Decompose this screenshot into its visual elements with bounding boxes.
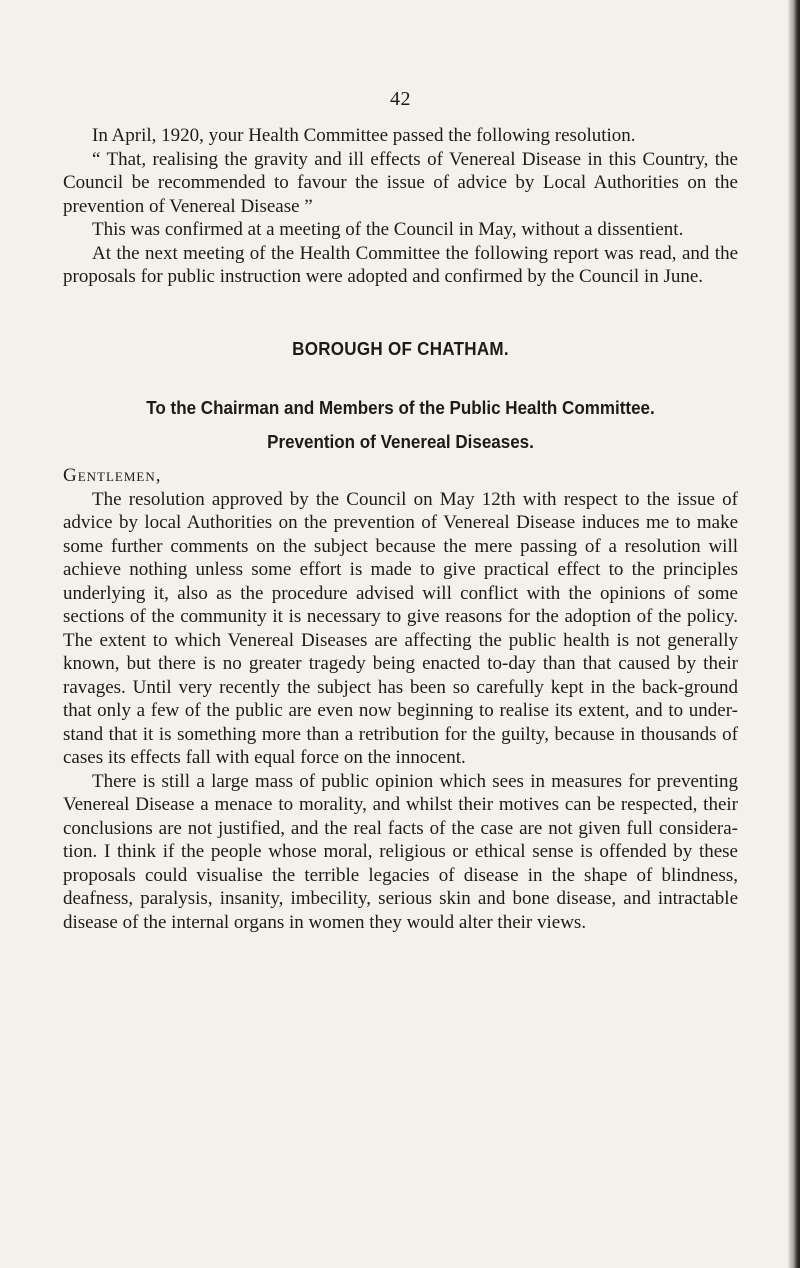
report-title: BOROUGH OF CHATHAM. <box>292 337 509 359</box>
paragraph-next-meeting: At the next meeting of the Health Committee the following report was read, and the proposals for public instruction were adopted and confirmed by the Council in June. <box>63 242 738 287</box>
page-number: 42 <box>390 88 411 110</box>
report-salutation: Gentlemen, <box>63 464 162 486</box>
page-edge-shadow <box>788 0 800 1268</box>
paragraph-resolution-quote: “ That, realising the gravity and ill effects of Venereal Disease in this Country, the Council be recommended to favour the issue of advice by Local Authorities on the prevention of Venereal Disease ” <box>63 148 738 217</box>
paragraph-confirmation: This was confirmed at a meeting of the Council in May, without a dissentient. <box>92 219 684 240</box>
document-body <box>63 124 738 934</box>
document-page <box>63 0 738 1268</box>
report-paragraph-2: There is still a large mass of public opinion which sees in measures for preventing Venereal Disease a menace to morality, and whilst their motives can be respected, their conclusions are not justified, and the real facts of the case are not given full considera-tion. I think if the people whose moral, religious or ethical sense is offended by these proposals could visualise the terrible legacies of disease in the shape of blindness, deafness, paralysis, insanity, imbecility, serious skin and bone disease, and intractable disease of the internal organs in women they would alter their views. <box>63 770 738 933</box>
report-subject: Prevention of Venereal Diseases. <box>267 430 534 452</box>
paragraph-intro-1: In April, 1920, your Health Committee passed the following resolution. <box>92 125 636 146</box>
report-paragraph-1: The resolution approved by the Council on May 12th with respect to the issue of advice by local Authorities on the prevention of Venereal Disease induces me to make some further comments on the subject because the mere passing of a resolution will achieve nothing unless some effort is made to give practical effect to the principles underlying it, also as the procedure advised will conflict with the opinions of some sections of the community it is necessary to give reasons for the adoption of the policy. The extent to which Venereal Diseases are affecting the public health is not generally known, but there is no greater tragedy being enacted to-day than that caused by their ravages. Until very recently the subject has been so carefully kept in the back-ground that only a few of the public are even now beginning to realise its extent, and to under-stand that it is something more than a retribution for the guilty, because in thousands of cases its effects fall with equal force on the innocent. <box>63 488 738 768</box>
report-addressee: To the Chairman and Members of the Public Health Committee. <box>146 396 655 418</box>
